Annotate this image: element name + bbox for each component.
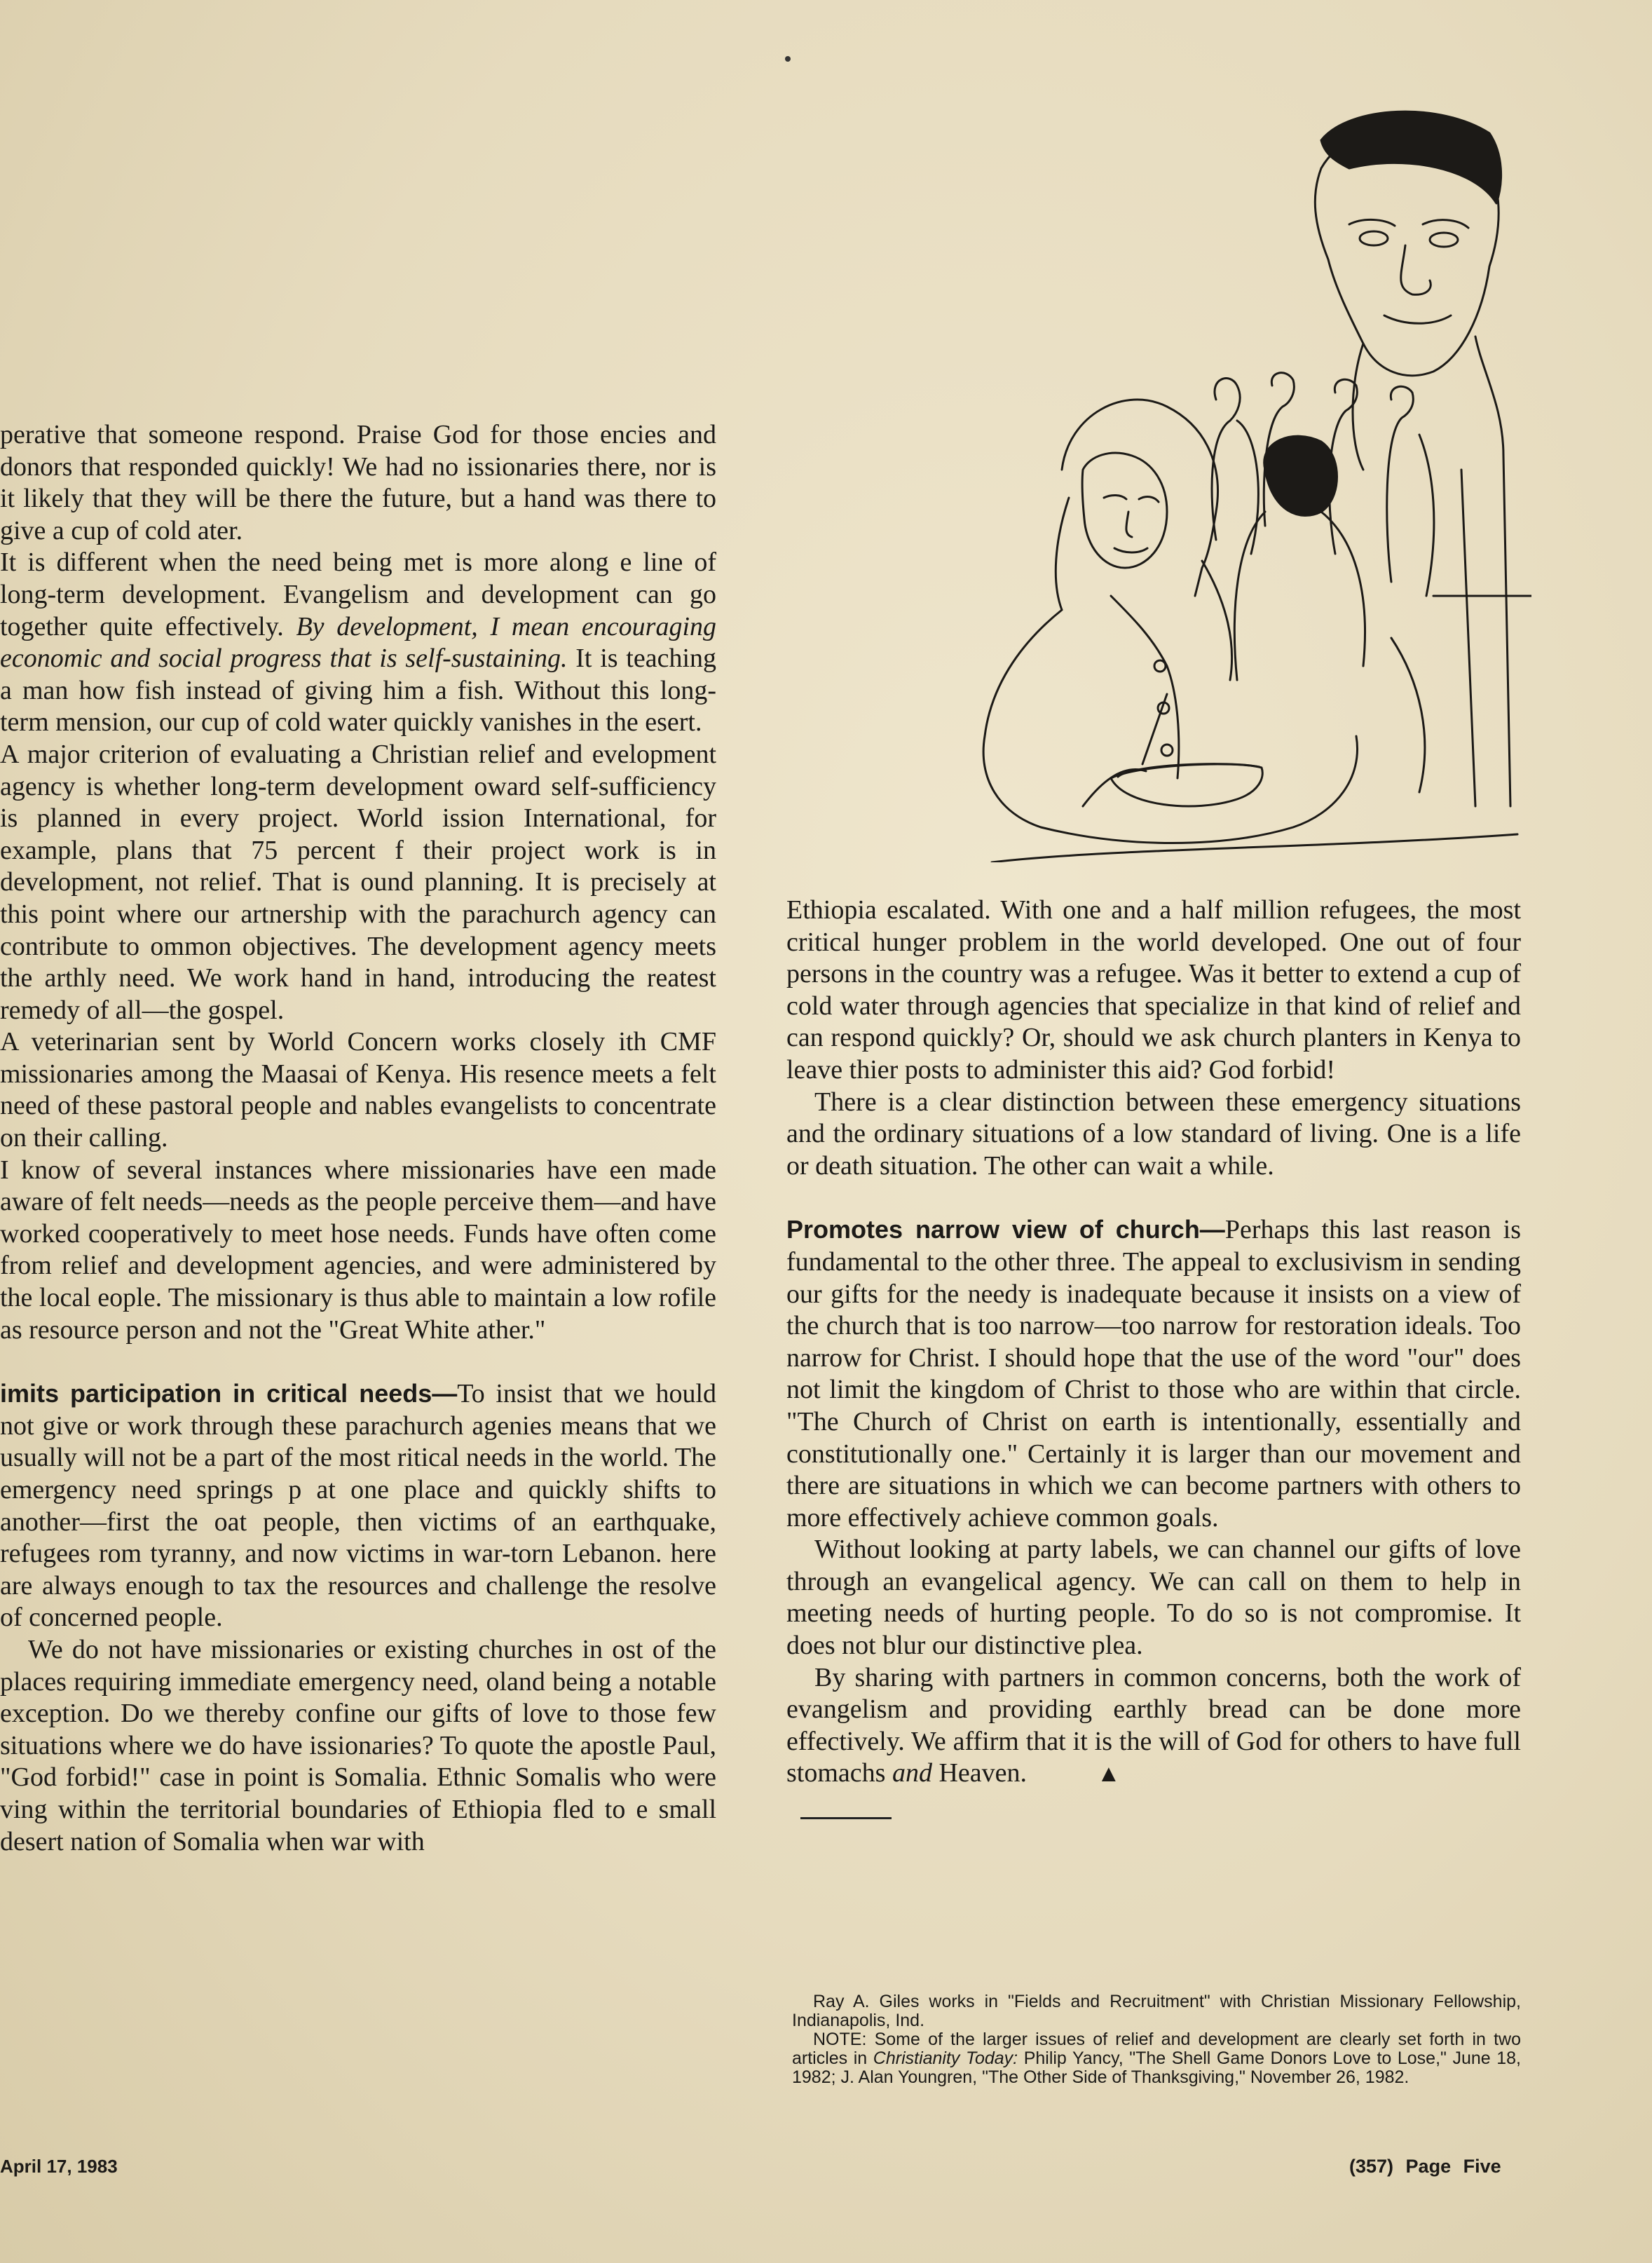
paragraph-text: It is different when the need being met is more along e line of long-term development. Evangelism and development can go together quite effectively. xyxy=(0,548,716,641)
section-gap xyxy=(0,1346,716,1378)
paragraph xyxy=(0,1378,716,1634)
left-column xyxy=(0,419,716,1858)
relief-scene-illustration-icon xyxy=(901,105,1531,862)
paragraph: Ethiopia escalated. With one and a half million refugees, the most critical hunger problem in the world developed. One out of four persons in the country was a refugee. Was it better to extend a cup of cold water through agencies that specialize in that kind of relief and can respond quickly? Or, should we ask church planters in Kenya to leave thier posts to administer this aid? God forbid! xyxy=(786,895,1521,1085)
paragraph: I know of several instances where missionaries have een made aware of felt needs—needs as the people perceive them—and have worked cooperatively to meet hose needs. Funds have often come from relief and development agencies, and were administered by the local eople. The missionary is thus able to maintain a low rofile as resource person and not the "Great White ather." xyxy=(0,1155,716,1345)
note-text: Philip Yancy, "The Shell Game Donors Love to Lose," June 18, 1982; J. Alan Youngren, "The Other Side of Thanksgiving," November 26, 1982. xyxy=(792,2048,1521,2087)
paragraph xyxy=(786,1662,1521,1790)
paragraph: A major criterion of evaluating a Christian relief and evelopment agency is whether long-term development oward self-sufficiency is planned in every project. World ission International, for example, plans that 75 percent f their project work is in development, not relief. That is ound planning. It is precisely at this point where our artnership with the parachurch agency can contribute to ommon objectives. The development agency meets the arthly need. We work hand in hand, introducing the reatest remedy of all—the gospel. xyxy=(0,739,716,1025)
section-heading: Promotes narrow view of church— xyxy=(786,1215,1225,1244)
reference-note xyxy=(792,2030,1521,2087)
section-gap xyxy=(786,1182,1521,1214)
page-number: (357) xyxy=(1349,2156,1394,2177)
footnotes xyxy=(792,1992,1521,2087)
paragraph: We do not have missionaries or existing churches in ost of the places requiring immediate emergency need, oland being a notable exception. Do we thereby confine our gifts of love to those few situations where we do have issionaries? To quote the apostle Paul, "God forbid!" case in point is Somalia. Ethnic Somalis who were ving within the territorial boundaries of Ethiopia fled to e small desert nation of Somalia when war with xyxy=(0,1634,716,1856)
paragraph: Without looking at party labels, we can channel our gifts of love through an evangelical agency. We can call on them to help in meeting needs of hurting people. To do so is not compromise. It does not blur our distinctive plea. xyxy=(786,1535,1521,1661)
author-bio: Ray A. Giles works in "Fields and Recruitment" with Christian Missionary Fellowship, Indianapolis, Ind. xyxy=(792,1992,1521,2030)
paragraph-text: It is teaching a man how fish instead of giving him a fish. Without this long-term mension, our cup of cold water quickly vanishes in the esert. xyxy=(0,644,717,738)
paragraph-text: Perhaps this last reason is fundamental to the other three. The appeal to exclusivism in sending our gifts for the needy is inadequate because it insists on a view of the church that is too narrow—too narrow for restoration ideals. Too narrow for Christ. I should hope that the use of the word "our" does not limit the kingdom of Christ to those who are within that circle. "The Church of Christ on earth is intentionally, essentially and constitutionally one." Certainly it is larger than our movement and there are situations in which we can become partners with others to more effectively achieve common goals. xyxy=(786,1215,1521,1533)
footer-page xyxy=(1349,2156,1501,2177)
end-mark-triangle-icon: ▲ xyxy=(1096,1761,1121,1788)
publication-title: Christianity Today: xyxy=(873,2048,1018,2068)
section-heading: imits participation in critical needs— xyxy=(0,1379,458,1408)
paragraph-text: Heaven. xyxy=(938,1758,1027,1788)
paragraph xyxy=(0,547,716,739)
paragraph: A veterinarian sent by World Concern works closely ith CMF missionaries among the Maasai of Kenya. His resence meets a felt need of these pastoral people and nables evangelists to concentrate on their calling. xyxy=(0,1027,716,1153)
right-column xyxy=(786,895,1521,1829)
footnote-rule xyxy=(800,1817,892,1819)
footer-date: April 17, 1983 xyxy=(0,2156,118,2177)
paragraph-text: By sharing with partners in common concerns, both the work of evangelism and providing earthly bread can be done more effectively. We affirm that it is the will of God for others to have full stomachs xyxy=(786,1662,1521,1788)
paragraph-text: To insist that we hould not give or work through these parachurch agenies means that we usually will not be a part of the most ritical needs in the world. The emergency need springs p at one place and quickly shifts to another—first the oat people, then victims of an earthquake, refugees rom tyranny, and now victims in war-torn Lebanon. here are always enough to tax the resources and challenge the resolve of concerned people. xyxy=(0,1379,716,1633)
emphasis-italic: and xyxy=(892,1758,932,1788)
ink-speck xyxy=(785,56,791,62)
page-label: Page Five xyxy=(1405,2156,1501,2177)
paragraph xyxy=(786,1214,1521,1534)
paragraph: perative that someone respond. Praise God for those encies and donors that responded quickly! We had no issionaries there, nor is it likely that they will be there the future, but a hand was there to give a cup of cold ater. xyxy=(0,420,716,545)
definition-italic: By development, I mean encouraging economic and social progress that is self-sustaining. xyxy=(0,611,717,674)
note-text: NOTE: Some of the larger issues of relief and development are clearly set forth in two articles in xyxy=(792,2030,1521,2068)
paragraph: There is a clear distinction between these emergency situations and the ordinary situations of a low standard of living. One is a life or death situation. The other can wait a while. xyxy=(786,1087,1521,1181)
